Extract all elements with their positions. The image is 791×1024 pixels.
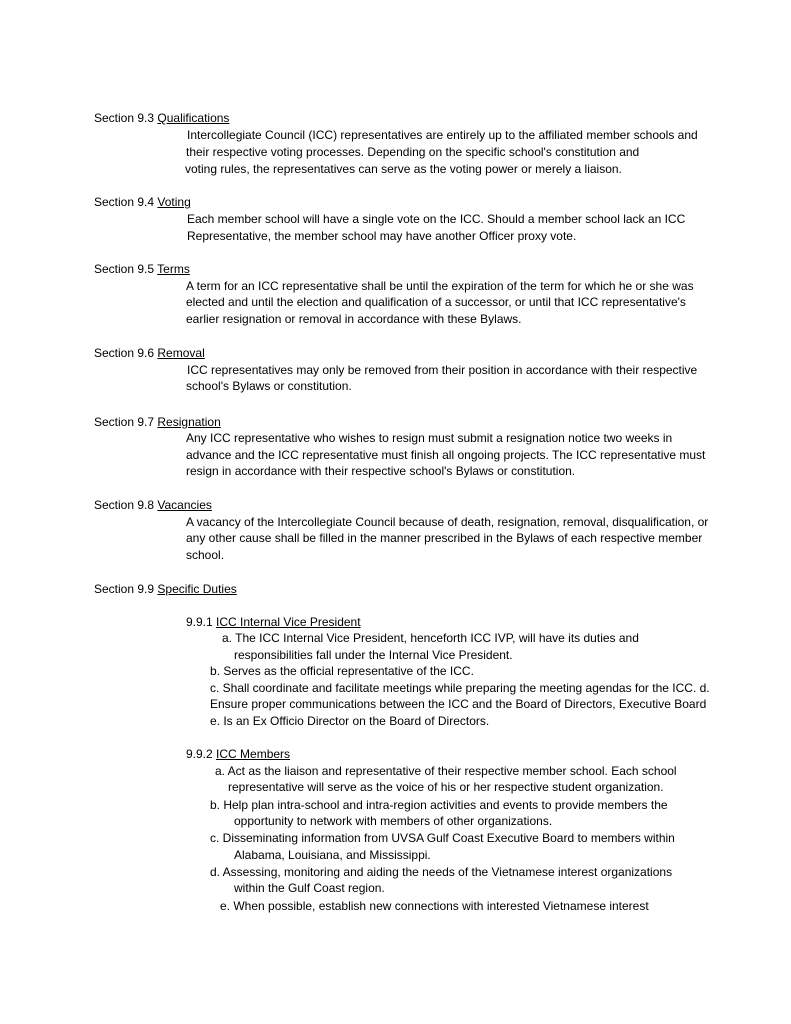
section-9-3-heading [94,110,229,127]
list-item: d. Assessing, monitoring and aiding the needs of the Vietnamese interest organizations [210,865,673,879]
paragraph-line: voting rules, the representatives can serve as the voting power or merely a liaison. [185,162,622,176]
paragraph-line: resign in accordance with their respective school's Bylaws or constitution. [186,464,576,478]
paragraph-line: school's Bylaws or constitution. [186,379,352,393]
list-item-continuation: opportunity to network with members of other organizations. [234,814,553,828]
list-item-continuation: Alabama, Louisiana, and Mississippi. [234,848,431,862]
list-item-continuation: responsibilities fall under the Internal Vice President. [234,648,513,662]
section-title: Vacancies [157,498,212,512]
section-title: Removal [157,346,205,360]
section-9-4-heading [94,194,191,211]
section-number: Section 9.3 [94,111,155,125]
list-item: e. When possible, establish new connections with interested Vietnamese interest [220,899,649,913]
list-item-continuation: Ensure proper communications between the ICC and the Board of Directors, Executive Board [210,697,707,711]
section-9-9-heading [94,581,237,598]
list-item-continuation: within the Gulf Coast region. [234,881,385,895]
section-number: Section 9.8 [94,498,155,512]
section-number: Section 9.5 [94,262,155,276]
section-title: Voting [157,195,191,209]
list-item: a. Act as the liaison and representative of their respective member school. Each school [215,764,677,778]
list-item: e. Is an Ex Officio Director on the Board of Directors. [210,714,490,728]
section-title: Resignation [157,415,221,429]
paragraph-line: Each member school will have a single vote on the ICC. Should a member school lack an ICC [187,212,686,226]
paragraph-line: school. [186,548,225,562]
subsection-title: ICC Members [216,747,291,761]
paragraph-line: their respective voting processes. Depending on the specific school's constitution and [186,145,640,159]
section-9-7-heading [94,414,221,431]
paragraph-line: A term for an ICC representative shall be until the expiration of the term for which he or she was [186,279,694,293]
section-number: Section 9.9 [94,582,155,596]
list-item: b. Serves as the official representative of the ICC. [210,664,474,678]
section-9-5-heading [94,261,190,278]
paragraph-line: advance and the ICC representative must finish all ongoing projects. The ICC representative must [186,448,706,462]
section-9-8-heading [94,497,212,514]
subsection-9-9-2-heading [186,746,290,763]
section-title: Qualifications [157,111,230,125]
section-title: Specific Duties [157,582,237,596]
section-number: Section 9.4 [94,195,155,209]
section-title: Terms [157,262,190,276]
paragraph-line: Any ICC representative who wishes to resign must submit a resignation notice two weeks in [186,431,673,445]
section-number: Section 9.6 [94,346,155,360]
subsection-9-9-1-heading [186,614,361,631]
subsection-number: 9.9.1 [186,615,213,629]
list-item: c. Shall coordinate and facilitate meetings while preparing the meeting agendas for the ICC. d. [210,681,710,695]
paragraph-line: A vacancy of the Intercollegiate Council because of death, resignation, removal, disqualification, or [186,515,709,529]
paragraph-line: Intercollegiate Council (ICC) representatives are entirely up to the affiliated member schools and [187,128,698,142]
paragraph-line: earlier resignation or removal in accordance with these Bylaws. [186,312,522,326]
paragraph-line: ICC representatives may only be removed from their position in accordance with their respective [187,363,698,377]
list-item: a. The ICC Internal Vice President, henceforth ICC IVP, will have its duties and [222,631,639,645]
list-item: c. Disseminating information from UVSA Gulf Coast Executive Board to members within [210,831,675,845]
section-number: Section 9.7 [94,415,155,429]
list-item: b. Help plan intra-school and intra-region activities and events to provide members the [210,798,668,812]
subsection-number: 9.9.2 [186,747,213,761]
list-item-continuation: representative will serve as the voice of his or her respective student organization. [228,780,664,794]
paragraph-line: Representative, the member school may have another Officer proxy vote. [187,229,577,243]
paragraph-line: elected and until the election and qualification of a successor, or until that ICC representative's [186,295,686,309]
subsection-title: ICC Internal Vice President [216,615,361,629]
paragraph-line: any other cause shall be filled in the manner prescribed in the Bylaws of each respective member [186,531,703,545]
section-9-6-heading [94,345,205,362]
